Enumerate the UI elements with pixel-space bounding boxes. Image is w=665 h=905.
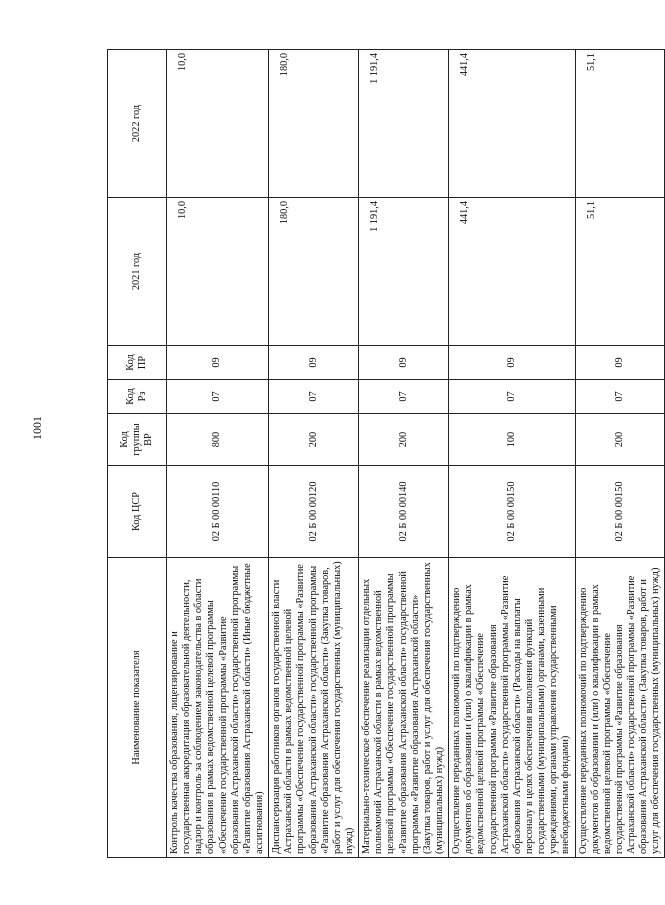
row-vr: 100 <box>449 414 575 466</box>
row-2021: 441,4 <box>449 198 575 346</box>
table-row <box>359 50 449 858</box>
header-vr: Код группы ВР <box>108 414 167 466</box>
row-pr: 09 <box>359 346 449 380</box>
row-pr: 09 <box>167 346 269 380</box>
row-name: Осуществление переданных полномочий по подтверждению документов об образовании и (или) о квалификации в рамках ведомственной целевой программы «Обеспечение государственной программы «Развитие образования Астраханской области» государственной программы «Развитие образования Астраханской области» (Расходы на выплаты персоналу в целях обеспечения выполнения функций государственными (муниципальными) органами, казенными учреждениями, органами управления государственными внебюджетными фондами) <box>449 558 575 858</box>
row-rz: 07 <box>269 380 359 414</box>
row-2022: 10,0 <box>167 50 269 198</box>
table-row <box>167 50 269 858</box>
row-vr: 200 <box>575 414 665 466</box>
table-row <box>269 50 359 858</box>
row-csr: 02 Б 00 00150 <box>575 466 665 558</box>
row-csr: 02 Б 00 00120 <box>269 466 359 558</box>
row-2022: 441,4 <box>449 50 575 198</box>
header-name: Наименование показателя <box>108 558 167 858</box>
row-name: Контроль качества образования, лицензирование и государственная аккредитация образовательной деятельности, надзор и контроль за соблюдением законодательства в области образования в рамках ведомственной целевой программы «Обеспечение государственной программы «Развитие образования Астраханской области» государственной программы «Развитие образования Астраханской области» (Иные бюджетные ассигнования) <box>167 558 269 858</box>
row-2022: 180,0 <box>269 50 359 198</box>
row-name: Осуществление переданных полномочий по подтверждению документов об образовании и (или) о квалификации в рамках ведомственной целевой программы «Обеспечение государственной программы «Развитие образования Астраханской области» государственной программы «Развитие образования Астраханской области» (Закупка товаров, работ и услуг для обеспечения государственных (муниципальных) нужд) <box>575 558 665 858</box>
table-header-row <box>108 50 167 858</box>
row-csr: 02 Б 00 00150 <box>449 466 575 558</box>
header-2021: 2021 год <box>108 198 167 346</box>
rotated-table-container <box>107 50 662 858</box>
row-vr: 800 <box>167 414 269 466</box>
row-vr: 200 <box>359 414 449 466</box>
row-name: Диспансеризация работников органов государственной власти Астраханской области в рамках ведомственной целевой программы «Обеспечение государственной программы «Развитие образования Астраханской области» государственной программы «Развитие образования Астраханской области» (Закупка товаров, работ и услуг для обеспечения государственных (муниципальных) нужд) <box>269 558 359 858</box>
row-2021: 10,0 <box>167 198 269 346</box>
row-2021: 51,1 <box>575 198 665 346</box>
row-pr: 09 <box>449 346 575 380</box>
row-vr: 200 <box>269 414 359 466</box>
row-rz: 07 <box>167 380 269 414</box>
budget-table <box>107 49 665 858</box>
header-2022: 2022 год <box>108 50 167 198</box>
row-pr: 09 <box>269 346 359 380</box>
table-row <box>449 50 575 858</box>
row-2021: 180,0 <box>269 198 359 346</box>
header-rz: Код Рз <box>108 380 167 414</box>
row-name: Материально-техническое обеспечение реализации отдельных полномочий Астраханской области в рамках ведомственной целевой программы «Обеспечение государственной программы «Развитие образования Астраханской области» государственной программы «Развитие образования Астраханской области» (Закупка товаров, работ и услуг для обеспечения государственных (муниципальных) нужд) <box>359 558 449 858</box>
header-pr: Код ПР <box>108 346 167 380</box>
page-number: 1001 <box>30 416 44 440</box>
row-rz: 07 <box>575 380 665 414</box>
row-rz: 07 <box>449 380 575 414</box>
row-rz: 07 <box>359 380 449 414</box>
table-row <box>575 50 665 858</box>
row-2022: 1 191,4 <box>359 50 449 198</box>
row-2022: 51,1 <box>575 50 665 198</box>
row-csr: 02 Б 00 00140 <box>359 466 449 558</box>
row-csr: 02 Б 00 00110 <box>167 466 269 558</box>
header-csr: Код ЦСР <box>108 466 167 558</box>
row-2021: 1 191,4 <box>359 198 449 346</box>
row-pr: 09 <box>575 346 665 380</box>
